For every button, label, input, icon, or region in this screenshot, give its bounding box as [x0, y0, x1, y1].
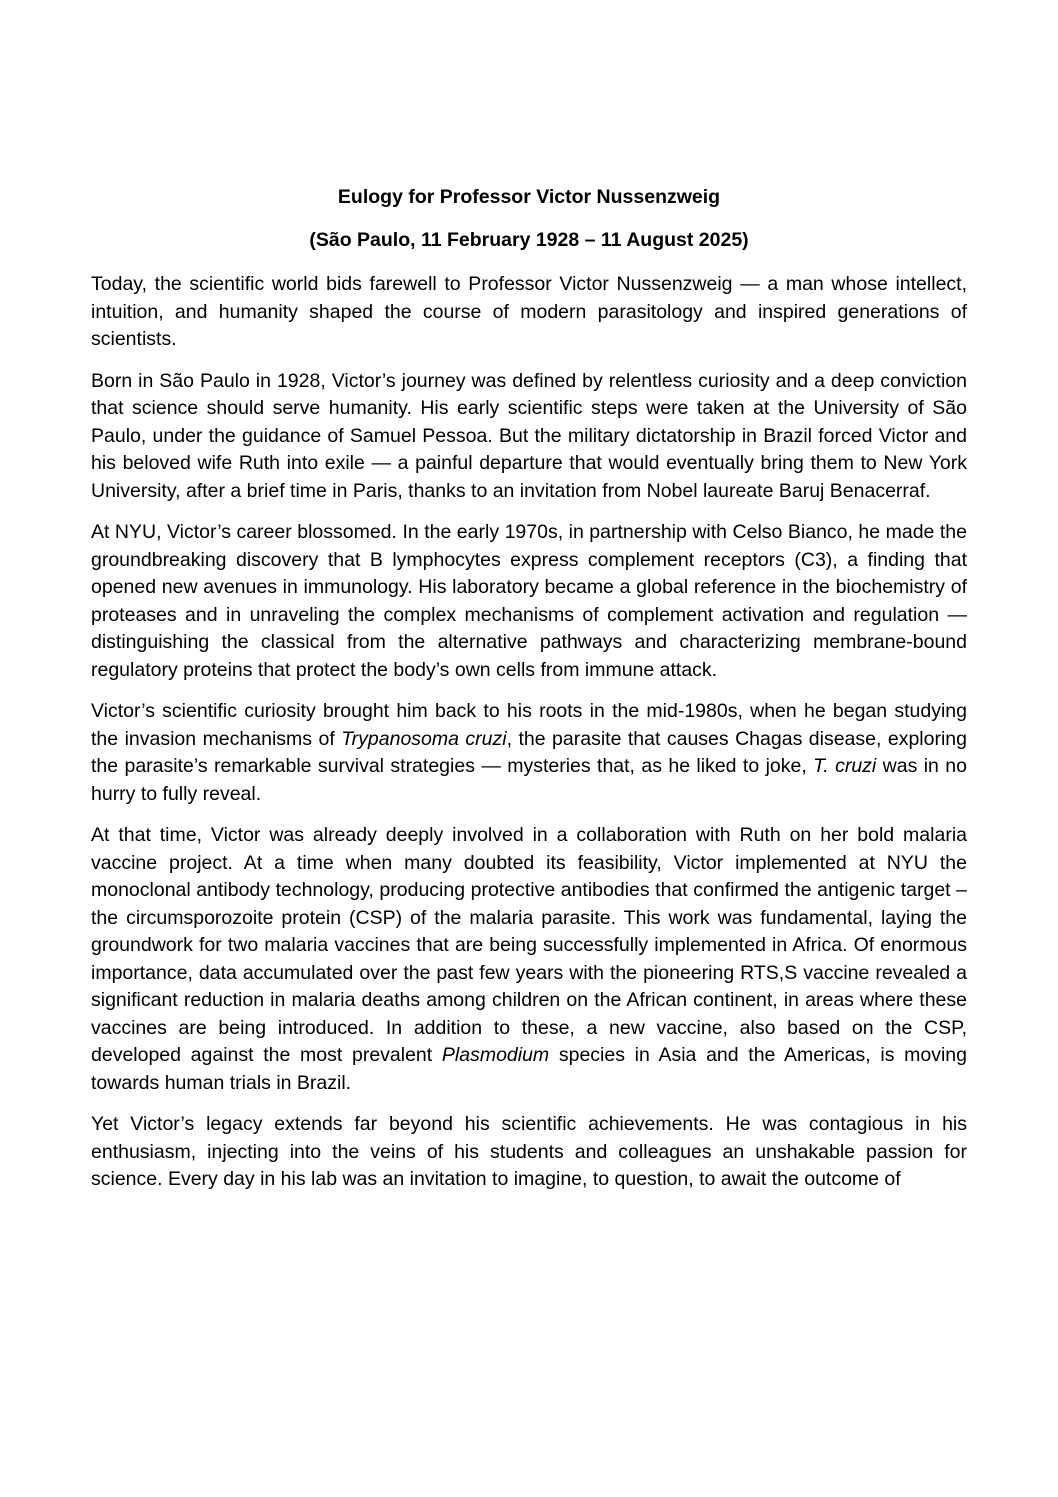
text-run: species in Asia and the Americas, is moving towards human trials in Brazil. [91, 1044, 967, 1094]
paragraph-6 [91, 1111, 967, 1194]
text-run: , the parasite that causes Chagas disease, exploring the parasite’s remarkable survival strategies — mysteries that, as he liked to joke, [91, 727, 967, 777]
italic-text-run: Trypanosoma cruzi [341, 727, 507, 750]
paragraph-5 [91, 822, 967, 1097]
paragraph-3 [91, 519, 967, 684]
italic-text-run: Plasmodium [441, 1044, 550, 1066]
text-run: Victor’s scientific curiosity brought him back to his roots in the mid-1980s, when he began studying the invasion mechanisms of [91, 700, 967, 750]
text-run: Today, the scientific world bids farewell to Professor Victor Nussenzweig — a man whose intellect, intuition, and humanity shaped the course of modern parasitology and inspired generations of scientists. [91, 273, 967, 350]
document-title: Eulogy for Professor Victor Nussenzweig [337, 186, 721, 208]
text-run: Yet Victor’s legacy extends far beyond his scientific achievements. He was contagious in his enthusiasm, injecting into the veins of his students and colleagues an unshakable passion for science. Every day in his lab was an invitation to imagine, to question, to await the outcome of [91, 1113, 967, 1190]
text-run: At that time, Victor was already deeply involved in a collaboration with Ruth on her bold malaria vaccine project. At a time when many doubted its feasibility, Victor implemented at NYU the monoclonal antibody technology, producing protective antibodies that confirmed the antigenic target – the circumsporozoite protein (CSP) of the malaria parasite. This work was fundamental, laying the groundwork for two malaria vaccines that are being successfully implemented in Africa. Of enormous importance, data accumulated over the past few years with the pioneering RTS,S vaccine revealed a significant reduction in malaria deaths among children on the African continent, in areas where these vaccines are being introduced. In addition to these, a new vaccine, also based on the CSP, developed against the most prevalent [91, 824, 967, 1066]
document-subtitle: (São Paulo, 11 February 1928 – 11 August 2025) [309, 228, 749, 251]
document-body [91, 271, 967, 1194]
paragraph-4 [91, 698, 967, 808]
text-run: was in no hurry to fully reveal. [91, 755, 967, 805]
paragraph-2 [91, 368, 967, 506]
paragraph-1 [91, 271, 967, 354]
text-run: Born in São Paulo in 1928, Victor’s journey was defined by relentless curiosity and a deep conviction that science should serve humanity. His early scientific steps were taken at the University of São Paulo, under the guidance of Samuel Pessoa. But the military dictatorship in Brazil forced Victor and his beloved wife Ruth into exile — a painful departure that would eventually bring them to New York University, after a brief time in Paris, thanks to an invitation from Nobel laureate Baruj Benacerraf. [91, 369, 967, 502]
text-run: At NYU, Victor’s career blossomed. In the early 1970s, in partnership with Celso Bianco, he made the groundbreaking discovery that B lymphocytes express complement receptors (C3), a finding that opened new avenues in immunology. His laboratory became a global reference in the biochemistry of proteases and in unraveling the complex mechanisms of complement activation and regulation — distinguishing the classical from the alternative pathways and characterizing membrane-bound regulatory proteins that protect the body’s own cells from immune attack. [91, 521, 967, 681]
italic-text-run: T. cruzi [813, 755, 877, 777]
